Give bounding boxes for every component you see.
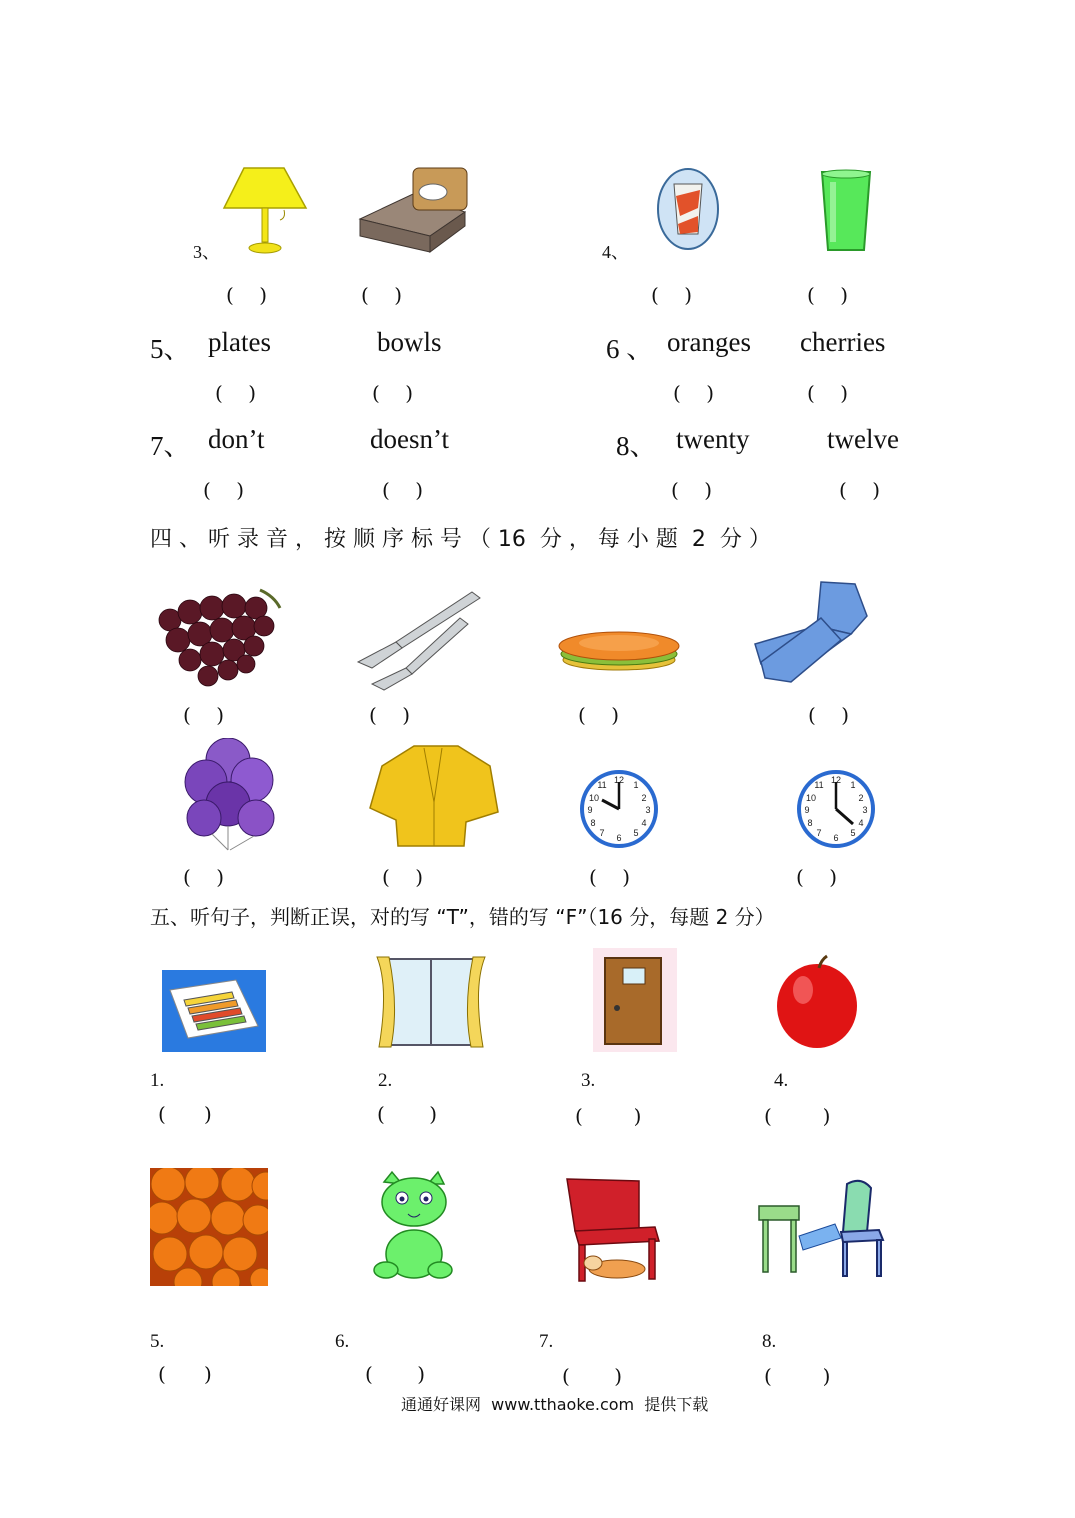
- door-icon: [593, 948, 677, 1052]
- svg-text:8: 8: [590, 818, 596, 828]
- s5-num-5: 5.: [150, 1331, 165, 1352]
- q5-paren1[interactable]: ( ): [215, 381, 257, 405]
- forks-icon: [352, 588, 484, 692]
- q6-word1: oranges: [667, 327, 751, 357]
- crayon-box-icon: [162, 970, 266, 1052]
- s5-num-2: 2.: [378, 1070, 393, 1091]
- q8-number: 8、: [616, 431, 657, 461]
- svg-text:6: 6: [616, 833, 622, 843]
- s4-paren-5[interactable]: ( ): [183, 865, 225, 889]
- svg-text:7: 7: [816, 828, 822, 838]
- q5-word2: bowls: [377, 327, 442, 357]
- q6-number: 6 、: [606, 334, 654, 364]
- q8-paren1[interactable]: ( ): [671, 478, 713, 502]
- grapes-icon: [150, 580, 286, 696]
- q7-paren2[interactable]: ( ): [382, 478, 424, 502]
- q4-paren-right[interactable]: ( ): [807, 283, 849, 307]
- s5-paren-5[interactable]: ( ): [158, 1362, 212, 1386]
- q5-paren2[interactable]: ( ): [372, 381, 414, 405]
- s4-paren-1[interactable]: ( ): [183, 703, 225, 727]
- q4-paren-left[interactable]: ( ): [651, 283, 693, 307]
- jeans-icon: [751, 578, 871, 688]
- s5-num-6: 6.: [335, 1331, 350, 1352]
- s5-paren-1[interactable]: ( ): [158, 1102, 212, 1126]
- s5-num-8: 8.: [762, 1331, 777, 1352]
- clock-icon: [795, 768, 877, 850]
- s5-paren-2[interactable]: ( ): [377, 1102, 438, 1126]
- bed-icon: [355, 164, 470, 256]
- cup-icon: [656, 166, 722, 252]
- footer-text: 通通好课网 www.tthaoke.com 提供下载: [401, 1395, 709, 1414]
- svg-text:2: 2: [858, 793, 864, 803]
- svg-text:7: 7: [599, 828, 605, 838]
- desk-chair-icon: [755, 1176, 897, 1280]
- q7-number: 7、: [150, 431, 191, 461]
- lamp-icon: [222, 164, 312, 256]
- s5-paren-7[interactable]: ( ): [562, 1364, 623, 1388]
- svg-text:10: 10: [805, 793, 817, 803]
- svg-text:4: 4: [641, 818, 647, 828]
- svg-text:5: 5: [850, 828, 856, 838]
- s4-paren-4[interactable]: ( ): [808, 703, 850, 727]
- q4-number: 4、: [602, 242, 629, 262]
- svg-text:11: 11: [597, 780, 607, 790]
- q8-word2: twelve: [827, 424, 899, 454]
- svg-text:6: 6: [833, 833, 839, 843]
- section4-title: 四 、 听 录 音 ， 按 顺 序 标 号 （ 16 分 ， 每 小 题 2 分 ）: [150, 527, 771, 552]
- svg-text:8: 8: [807, 818, 813, 828]
- svg-text:9: 9: [804, 805, 810, 815]
- section5-title: 五、听句子，判断正误，对的写 “T”，错的写 “F”（16 分，每题 2 分）: [150, 905, 775, 929]
- q3-paren-right[interactable]: ( ): [361, 283, 403, 307]
- svg-text:1: 1: [633, 780, 639, 790]
- q5-number: 5、: [150, 334, 191, 364]
- plates-icon: [556, 622, 682, 674]
- s4-paren-6[interactable]: ( ): [382, 865, 424, 889]
- s5-paren-3[interactable]: ( ): [575, 1104, 642, 1128]
- s5-paren-8[interactable]: ( ): [764, 1364, 831, 1388]
- svg-text:3: 3: [862, 805, 868, 815]
- s4-paren-2[interactable]: ( ): [369, 703, 411, 727]
- svg-text:9: 9: [587, 805, 593, 815]
- q8-paren2[interactable]: ( ): [839, 478, 881, 502]
- s5-num-1: 1.: [150, 1070, 165, 1091]
- svg-text:4: 4: [858, 818, 864, 828]
- chair-dog-icon: [565, 1175, 661, 1283]
- q6-paren1[interactable]: ( ): [673, 381, 715, 405]
- s5-num-7: 7.: [539, 1331, 554, 1352]
- s4-paren-7[interactable]: ( ): [589, 865, 631, 889]
- q5-word1: plates: [208, 327, 271, 357]
- s5-num-3: 3.: [581, 1070, 596, 1091]
- apple-icon: [775, 954, 859, 1050]
- s4-paren-3[interactable]: ( ): [578, 703, 620, 727]
- jacket-icon: [368, 742, 502, 850]
- svg-text:2: 2: [641, 793, 647, 803]
- q3-paren-left[interactable]: ( ): [226, 283, 268, 307]
- q6-word2: cherries: [800, 327, 886, 357]
- s5-num-4: 4.: [774, 1070, 789, 1091]
- clock-icon: [578, 768, 660, 850]
- q8-word1: twenty: [676, 424, 750, 454]
- q3-number: 3、: [193, 242, 220, 262]
- svg-text:11: 11: [814, 780, 824, 790]
- svg-text:10: 10: [588, 793, 600, 803]
- svg-text:12: 12: [830, 775, 842, 785]
- svg-text:12: 12: [613, 775, 625, 785]
- s5-paren-4[interactable]: ( ): [764, 1104, 831, 1128]
- q7-word1: don’t: [208, 424, 265, 454]
- oranges-icon: [150, 1168, 268, 1286]
- q7-paren1[interactable]: ( ): [203, 478, 245, 502]
- s4-paren-8[interactable]: ( ): [796, 865, 838, 889]
- balloons-icon: [182, 738, 278, 858]
- cat-icon: [370, 1170, 456, 1282]
- s5-paren-6[interactable]: ( ): [365, 1362, 426, 1386]
- glass-icon: [818, 168, 874, 254]
- svg-text:3: 3: [645, 805, 651, 815]
- q7-word2: doesn’t: [370, 424, 449, 454]
- svg-text:1: 1: [850, 780, 856, 790]
- window-icon: [375, 955, 487, 1051]
- q6-paren2[interactable]: ( ): [807, 381, 849, 405]
- svg-text:5: 5: [633, 828, 639, 838]
